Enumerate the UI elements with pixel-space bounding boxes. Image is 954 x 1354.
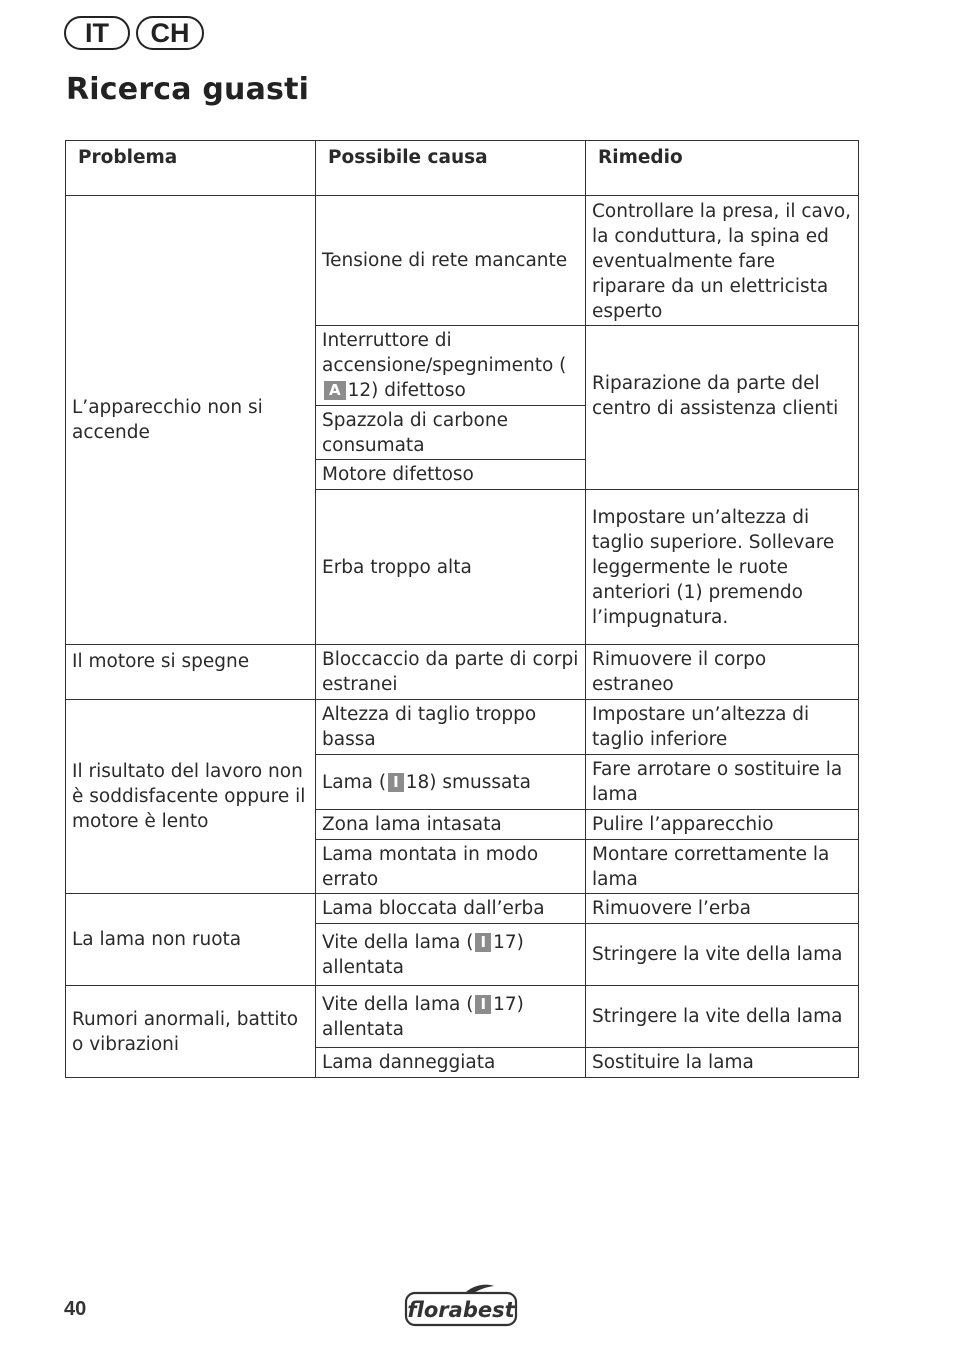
cause-cell: Bloccaccio da parte di corpi estranei	[316, 645, 586, 700]
problem-cell: Il motore si spegne	[66, 645, 316, 700]
cause-cell: Erba troppo alta	[316, 490, 586, 645]
remedy-cell: Fare arrotare o sostituire la lama	[586, 755, 859, 810]
remedy-cell: Stringere la vite della lama	[586, 986, 859, 1048]
cause-cell	[316, 924, 586, 986]
remedy-cell: Rimuovere l’erba	[586, 894, 859, 924]
header-cause: Possibile causa	[316, 141, 586, 196]
cause-text: Vite della lama (	[322, 931, 474, 953]
florabest-logo	[404, 1283, 518, 1327]
page-number: 40	[64, 1298, 87, 1320]
cause-cell: Lama bloccata dall’erba	[316, 894, 586, 924]
header-remedy: Rimedio	[586, 141, 859, 196]
language-badge-ch: CH	[136, 16, 204, 50]
table-row	[66, 986, 859, 1048]
remedy-cell: Rimuovere il corpo estraneo	[586, 645, 859, 700]
cause-text: 12) difettoso	[347, 380, 466, 401]
troubleshooting-table	[65, 140, 859, 1078]
cause-cell: Tensione di rete mancante	[316, 196, 586, 326]
header-problem: Problema	[66, 141, 316, 196]
figure-ref-badge: I	[475, 995, 491, 1014]
remedy-cell: Impostare un’altezza di taglio inferiore	[586, 700, 859, 755]
cause-cell: Lama danneggiata	[316, 1048, 586, 1078]
remedy-cell: Montare correttamente la lama	[586, 840, 859, 894]
page-title: Ricerca guasti	[66, 72, 310, 107]
cause-text: 17) allentata	[322, 931, 524, 978]
remedy-cell: Impostare un’altezza di taglio superiore. Sollevare leggermente le ruote anteriori (1) premendo l’impugnatura.	[586, 490, 859, 645]
cause-cell	[316, 986, 586, 1048]
brand-wordmark: florabest	[407, 1298, 515, 1322]
remedy-cell: Controllare la presa, il cavo, la conduttura, la spina ed eventualmente fare riparare da un elettricista esperto	[586, 196, 859, 326]
cause-text: Vite della lama (	[322, 993, 474, 1015]
cause-cell: Zona lama intasata	[316, 810, 586, 840]
remedy-cell: Sostituire la lama	[586, 1048, 859, 1078]
cause-text: Lama (	[322, 771, 387, 793]
problem-cell: La lama non ruota	[66, 894, 316, 986]
cause-cell	[316, 755, 586, 810]
problem-cell: L’apparecchio non si accende	[66, 196, 316, 645]
table-row	[66, 700, 859, 755]
problem-cell: Rumori anormali, battito o vibrazioni	[66, 986, 316, 1078]
cause-cell: Lama montata in modo errato	[316, 840, 586, 894]
cause-text: 17) allentata	[322, 993, 524, 1040]
remedy-cell: Stringere la vite della lama	[586, 924, 859, 986]
remedy-cell: Riparazione da parte del centro di assistenza clienti	[586, 326, 859, 490]
cause-text: Interruttore di accensione/spegnimento (	[322, 330, 567, 376]
figure-ref-badge: A	[324, 381, 346, 400]
table-header-row	[66, 141, 859, 196]
table-row	[66, 196, 859, 326]
table-row	[66, 645, 859, 700]
remedy-cell: Pulire l’apparecchio	[586, 810, 859, 840]
cause-cell: Motore difettoso	[316, 460, 586, 490]
cause-cell: Altezza di taglio troppo bassa	[316, 700, 586, 755]
cause-cell: Spazzola di carbone consumata	[316, 406, 586, 460]
cause-text: 18) smussata	[405, 771, 531, 793]
table-row	[66, 894, 859, 924]
figure-ref-badge: I	[388, 773, 404, 792]
problem-cell: Il risultato del lavoro non è soddisfacente oppure il motore è lento	[66, 700, 316, 894]
figure-ref-badge: I	[475, 933, 491, 952]
language-badge-it: IT	[64, 16, 130, 50]
cause-cell	[316, 326, 586, 406]
